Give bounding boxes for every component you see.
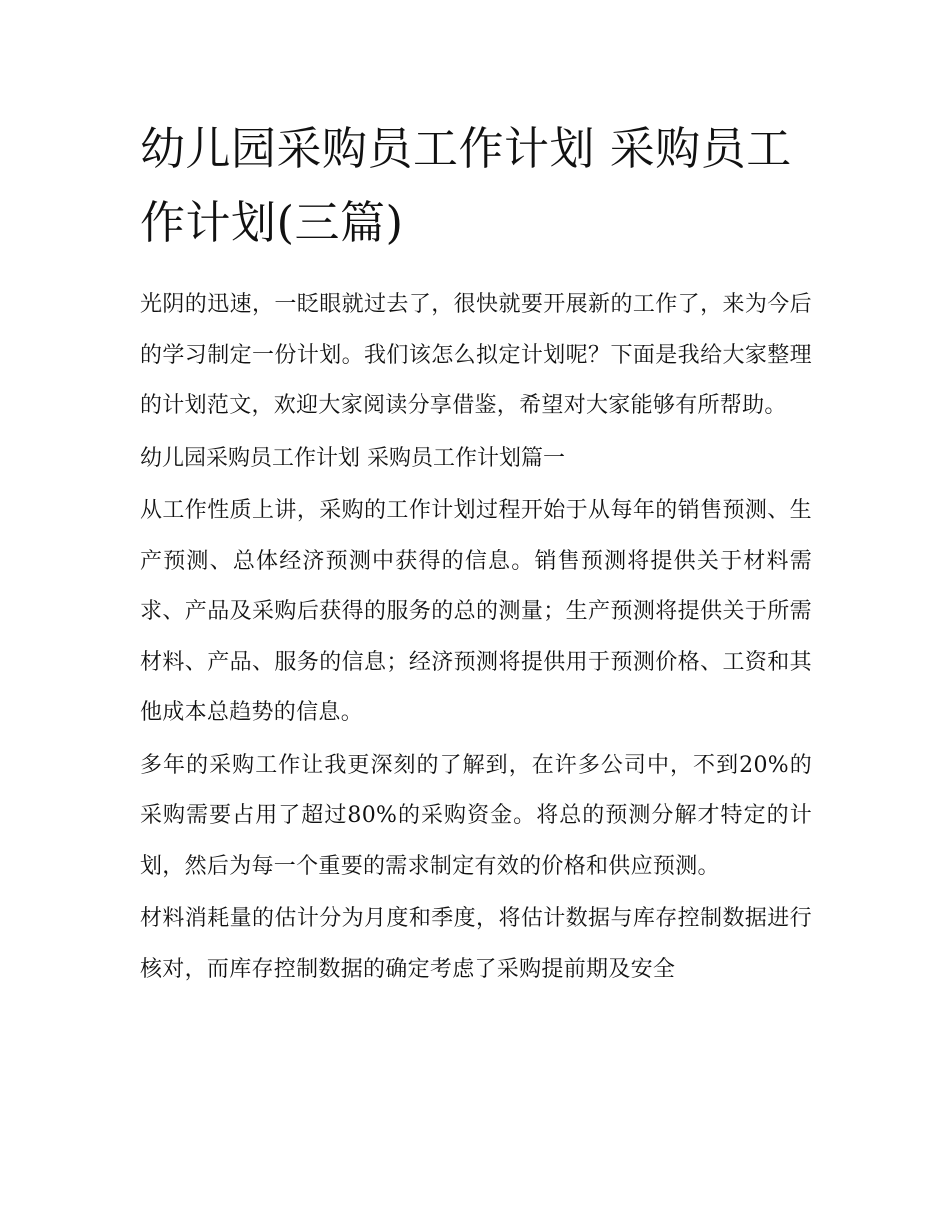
intro-paragraph: 光阴的迅速，一眨眼就过去了，很快就要开展新的工作了，来为今后的学习制定一份计划。我们该怎么拟定计划呢？下面是我给大家整理的计划范文，欢迎大家阅读分享借鉴，希望对大家能够有所帮助。: [140, 292, 812, 418]
body-paragraph-2: 多年的采购工作让我更深刻的了解到，在许多公司中，不到20%的采购需要占用了超过80%的采购资金。将总的预测分解才特定的计划，然后为每一个重要的需求制定有效的价格和供应预测。: [140, 752, 812, 879]
document-title: 幼儿园采购员工作计划 采购员工作计划(三篇): [140, 122, 792, 249]
body-paragraph-3: 材料消耗量的估计分为月度和季度，将估计数据与库存控制数据进行核对，而库存控制数据的确定考虑了采购提前期及安全: [140, 906, 812, 982]
section-heading: 幼儿园采购员工作计划 采购员工作计划篇一: [140, 445, 565, 471]
body-paragraph-1: 从工作性质上讲，采购的工作计划过程开始于从每年的销售预测、生产预测、总体经济预测中获得的信息。销售预测将提供关于材料需求、产品及采购后获得的服务的总的测量；生产预测将提供关于所需材料、产品、服务的信息；经济预测将提供用于预测价格、工资和其他成本总趋势的信息。: [140, 498, 812, 725]
document-page: [140, 112, 812, 997]
